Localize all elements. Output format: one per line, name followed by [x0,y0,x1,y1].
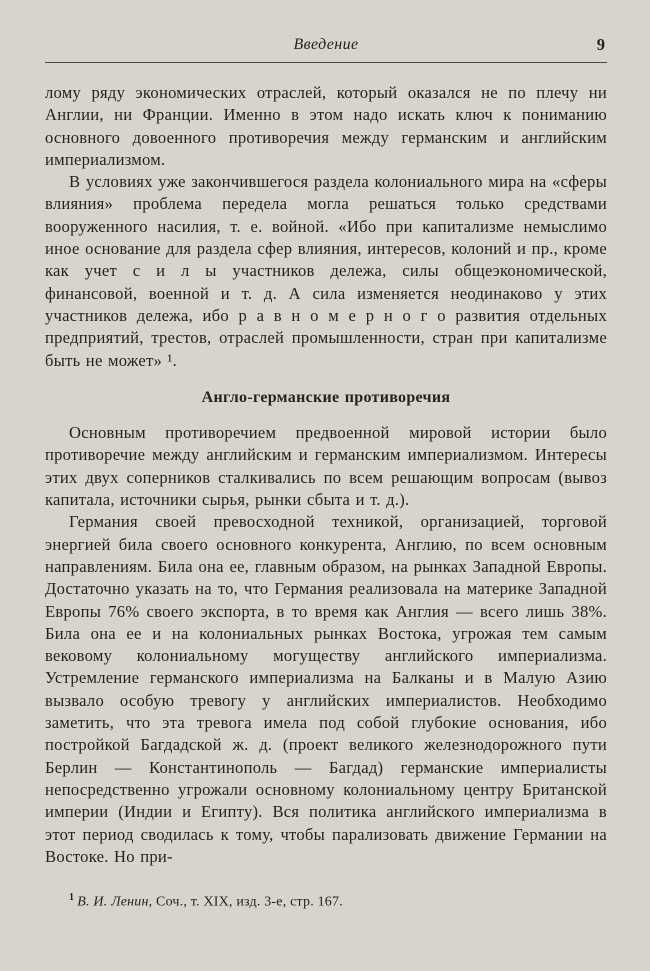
header-divider [45,62,607,63]
paragraph-main-contradiction: Основным противоречием предвоенной мировой истории было противоречие между английским и германским империализмом. Интересы этих двух соперников сталкивались по всем решающим вопросам (вывоз капитала, источники сырья, рынки сбыта и т. д.). [45,423,607,510]
footnote [45,889,607,912]
page-body [45,82,607,868]
section-heading: Англо-германские противоречия [201,388,451,406]
paragraph-spheres-of-influence: В условиях уже закончившегося раздела колониального мира на «сферы влияния» проблема передела могла решаться только средствами вооруженного насилия, т. е. войной. «Ибо при капитализме немыслимо иное основание для раздела сфер влияния, интересов, колоний и пр., кроме как учет с и л ы участников дележа, силы общеэкономической, финансовой, военной и т. д. А сила изменяется неодинаково у этих участников дележа, ибо р а в н о м е р н о г о развития отдельных предприятий, трестов, отраслей промышленности, стран при капитализме быть не может» ¹. [45,172,607,370]
paragraph-germany-vs-england: Германия своей превосходной техникой, организацией, торговой энергией била своего основного конкурента, Англию, по всем основным направлениям. Била она ее, главным образом, на рынках Западной Европы. Достаточно указать на то, что Германия реализовала на материке Западной Европы 76% своего экспорта, в то время как Англия — всего лишь 38%. Била она ее и на колониальных рынках Востока, угрожая тем самым вековому колониальному могуществу английского империализма. Устремление германского империализма на Балканы и в Малую Азию вызвало особую тревогу у английских империалистов. Необходимо заметить, что эта тревога имела под собой глубокие основания, ибо постройкой Багдадской ж. д. (проект великого железнодорожного пути Берлин — Константинополь — Багдад) германские империалисты непосредственно угрожали основному колониальному центру Британской империи (Индии и Египту). Вся политика английского империализма в этот период сводилась к тому, чтобы парализовать движение Германии на Востоке. Но при- [45,512,607,866]
page-number: 9 [596,35,605,54]
footnote-marker: 1 [69,892,75,904]
paragraph-continuation: лому ряду экономических отраслей, который оказался не по плечу ни Англии, ни Франции. Именно в этом надо искать ключ к пониманию основного довоенного противоречия между германским и английским империализмом. [45,83,607,169]
footnote-author: В. И. Ленин [77,894,149,910]
running-head [45,34,607,56]
running-head-title: Введение [293,36,359,53]
footnote-text: , Соч., т. XIX, изд. 3-е, стр. 167. [148,894,343,910]
